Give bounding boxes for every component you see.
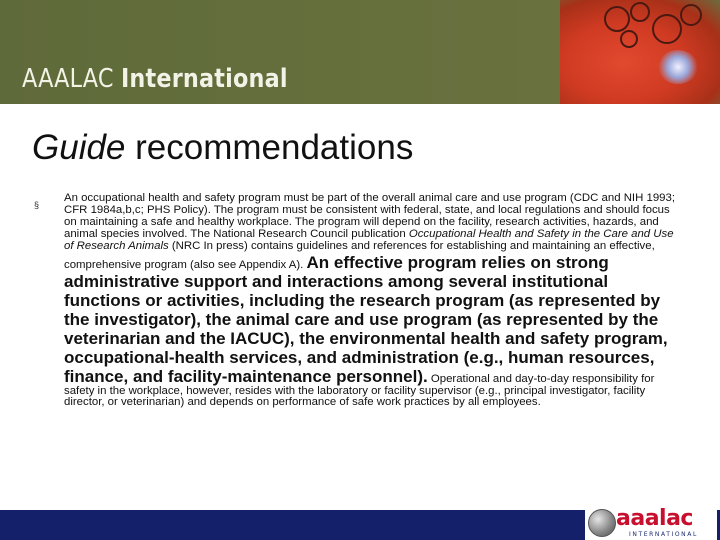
header-banner — [0, 0, 720, 104]
slide-title — [32, 128, 413, 168]
bullet-icon: § — [34, 200, 40, 210]
brand-wordmark — [22, 64, 288, 94]
globe-icon — [588, 509, 616, 537]
title-italic: Guide — [32, 128, 126, 167]
brand-bold: International — [120, 64, 288, 94]
logo-subtitle: INTERNATIONAL — [629, 531, 698, 538]
publication-title: Occupational Health and Safety in the Care and Use of Research Animals — [64, 227, 674, 252]
title-rest: recommendations — [125, 128, 414, 167]
body-paragraph — [64, 193, 678, 409]
footer-logo — [585, 506, 717, 540]
body-text-part3: Operational and day-to-day responsibility for safety in the workplace, however, resides with the laboratory or facility supervisor (e.g., principal investigator, facility director, or veterinarian) and depends on performance of safe work practices by all employees. — [64, 372, 655, 409]
emphasis-text: An effective program relies on strong administrative support and interactions among several institutional functions or activities, including the research program (as represented by the investigator), the animal care and use program (as represented by the veterinarian and the IACUC), the environmental health and safety program, occupational-health services, and administration (e.g., human resources, finance, and facility-maintenance personnel). — [64, 252, 668, 386]
brand-light: AAALAC — [22, 64, 121, 94]
body-text-part1: An occupational health and safety program must be part of the overall animal care and use program (CDC and NIH 1993; CFR 1984a,b,c; PHS Policy). The program must be consistent with federal, state, and local regulations and should focus on maintaining a safe and healthy workplace. The program will depend on the facility, research activities, hazards, and animal species involved. The National Research Council publication — [64, 192, 675, 240]
body-text-part2: (NRC In press) contains guidelines and references for establishing and maintaining an effective, comprehensive program (also see Appendix A). — [64, 239, 655, 271]
logo-wordmark: aaalac — [616, 506, 693, 531]
header-decorative-image — [560, 0, 720, 104]
